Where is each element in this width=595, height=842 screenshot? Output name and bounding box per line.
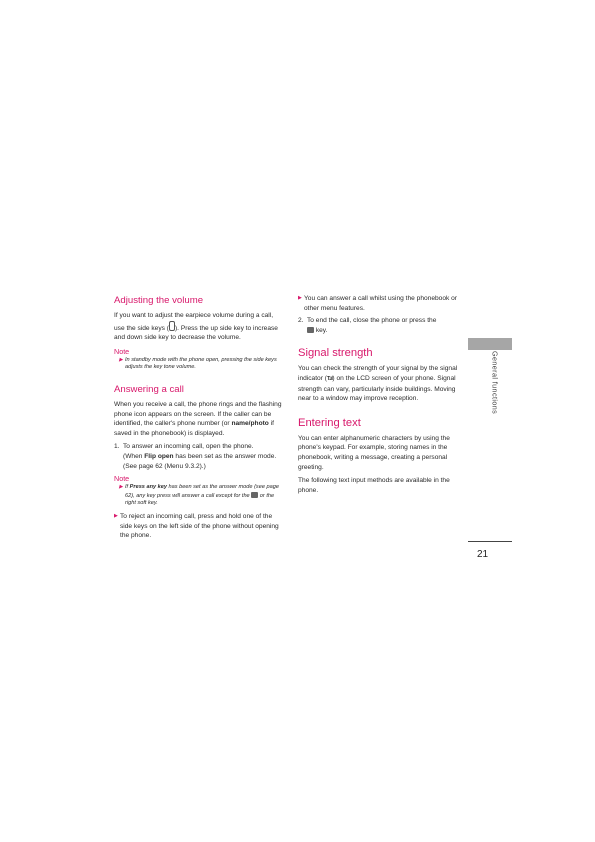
answer-whilst-bullet: ▶ You can answer a call whilst using the phonebook or other menu features. (298, 295, 457, 312)
step-1: 1. To answer an incoming call, open the phone. (When Flip open has been set as the answer mode. (See page 62 (Menu 9.3.2).) (114, 443, 277, 470)
right-column (298, 294, 466, 499)
section-title-answering-call: Answering a call (114, 383, 184, 395)
left-column (114, 294, 282, 544)
end-key-icon (307, 327, 314, 333)
signal-indicator-icon: T.ıl (326, 375, 333, 382)
note-any-key: ▶ If Press any key has been set as the answer mode (see page 62), any key press will answer a call except for the or the right soft key. (119, 484, 279, 507)
chapter-label: General functions (490, 351, 500, 415)
adjusting-volume-body: If you want to adjust the earpiece volume during a call, use the side keys ( ). Press the up side key to increase and down side key to decrease the volume. (114, 312, 278, 342)
note-standby: ▶ In standby mode with the phone open, pressing the side keys adjusts the key tone volume. (119, 356, 277, 371)
section-title-signal-strength: Signal strength (298, 347, 373, 360)
triangle-bullet-icon: ▶ (119, 356, 123, 363)
section-title-adjusting-volume: Adjusting the volume (114, 295, 204, 306)
triangle-bullet-icon: ▶ (114, 512, 118, 519)
page-number-rule (468, 541, 512, 542)
section-title-entering-text: Entering text (298, 416, 361, 429)
page-number: 21 (477, 549, 489, 560)
entering-text-body-2: The following text input methods are available in the phone. (298, 477, 450, 494)
entering-text-body-1: You can enter alphanumeric characters by using the phone's keypad. For example, storing names in the phonebook, writing a message, creating a personal greeting. (298, 434, 450, 471)
chapter-tab (468, 338, 512, 350)
reject-call-bullet: ▶ To reject an incoming call, press and hold one of the side keys on the left side of the phone without opening the phone. (114, 512, 279, 540)
triangle-bullet-icon: ▶ (119, 484, 123, 491)
signal-strength-body: You can check the strength of your signal by the signal indicator (T.ıl) on the LCD screen of your phone. Signal strength can vary, particularly inside buildings. Moving near to a window may improve reception. (298, 365, 458, 403)
triangle-bullet-icon: ▶ (298, 295, 302, 301)
step-2: 2. To end the call, close the phone or press the key. (298, 317, 437, 334)
note-label: Note (114, 474, 130, 484)
answering-call-body: When you receive a call, the phone rings and the flashing phone icon appears on the screen. If the caller can be identified, the caller's phone number (or name/photo if saved in the phonebook) is displayed. (114, 400, 282, 437)
note-label: Note (114, 346, 130, 356)
